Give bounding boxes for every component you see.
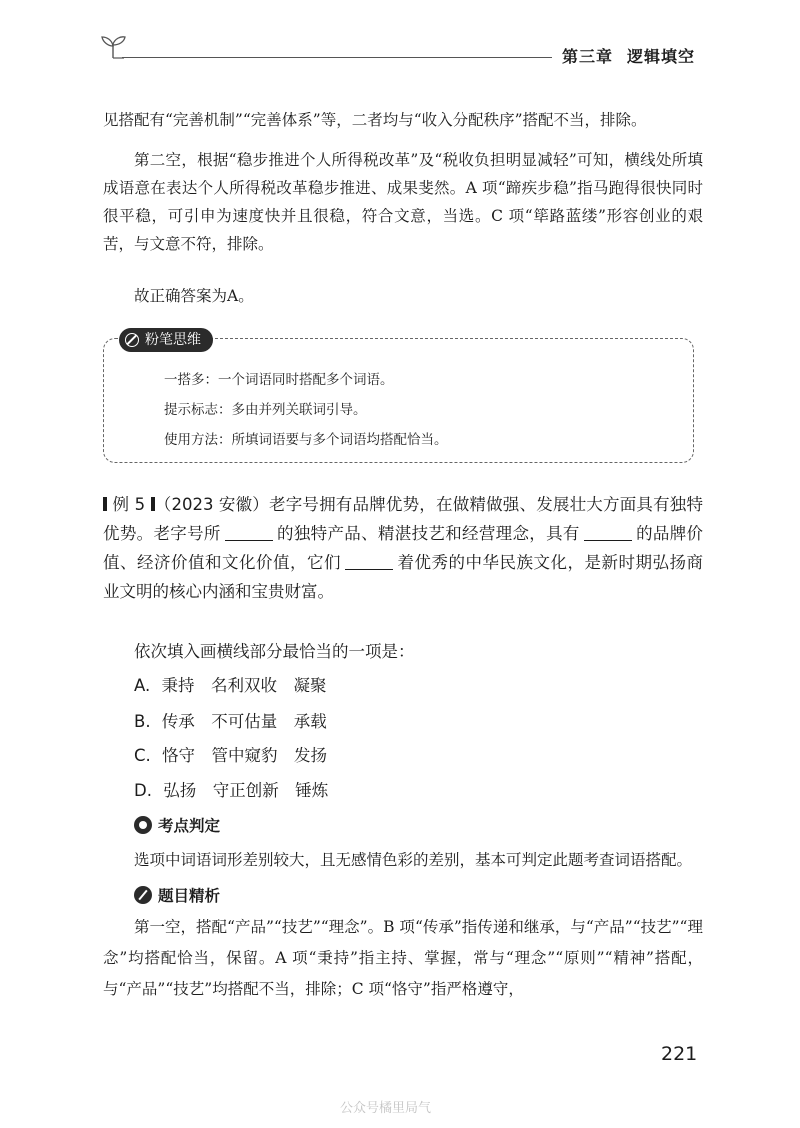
pen-icon (134, 886, 152, 904)
point-heading (134, 814, 220, 836)
blank-3 (345, 555, 393, 570)
chalk-note-3: 使用方法：所填词语要与多个词语均搭配恰当。 (164, 432, 448, 448)
watermark: 公众号橘里局气 (340, 1101, 432, 1116)
chapter-number: 第三章 (562, 47, 614, 66)
analysis-text: 第一空，搭配“产品”“技艺”“理念”。B 项“传承”指传递和继承，与“产品”“技艺”“理念”均搭配恰当，保留。A 项“秉持”指主持、掌握，常与“理念”“原则”“精神”搭配，与“产品”“技艺”均搭配不当，排除；C 项“恪守”指严格遵守， (103, 918, 703, 998)
blank-2 (584, 526, 632, 541)
example-sentence-4: 着优秀的中华民族文化，是新时期弘扬商业文明的核心内涵和宝贵财富。 (103, 553, 703, 601)
point-text: 选项中词语词形差别较大，且无感情色彩的差别，基本可判定此题考查词语搭配。 (134, 851, 693, 869)
option-a: A. 秉持 名利双收 凝聚 (134, 676, 327, 695)
point-title: 考点判定 (158, 817, 221, 835)
example-number: 例 5 (112, 495, 146, 514)
analysis-continuation: 见搭配有“完善机制”“完善体系”等，二者均与“收入分配秩序”搭配不当，排除。 (103, 111, 647, 129)
chalk-thinking-label: 粉笔思维 (145, 332, 201, 348)
example-source: （2023 安徽） (154, 495, 269, 514)
chalk-note-2: 提示标志：多由并列关联词引导。 (164, 402, 367, 418)
option-c: C. 恪守 管中窥豹 发扬 (134, 746, 328, 765)
chalk-thinking-tag (119, 328, 213, 352)
analysis-title: 题目精析 (158, 887, 221, 905)
answer-line: 故正确答案为A。 (134, 287, 254, 305)
page-number: 221 (661, 1043, 698, 1065)
question-prompt: 依次填入画横线部分最恰当的一项是： (134, 642, 415, 661)
analysis-heading (134, 884, 220, 906)
analysis-paragraph-2: 第二空，根据“稳步推进个人所得税改革”及“税收负担明显减轻”可知，横线处所填成语意在表达个人所得税改革稳步推进、成果斐然。A 项“蹄疾步稳”指马跑得很快同时很平稳，可引申为速度快并且很稳，符合文意，当选。C 项“筚路蓝缕”形容创业的艰苦，与文意不符，排除。 (103, 151, 703, 253)
blank-1 (225, 526, 273, 541)
example-sentence-1: 老字号拥有品牌优势，在做精做强、发展壮大方面具有独特优势。老字号所 (103, 495, 704, 543)
option-d: D. 弘扬 守正创新 锤炼 (134, 781, 329, 800)
example-stem (103, 490, 703, 606)
lightbulb-icon (134, 816, 152, 834)
header-rule (122, 57, 552, 58)
example-sentence-3: 的品牌价值、经济价值和文化价值，它们 (103, 524, 704, 572)
example-marker-left (103, 497, 107, 511)
running-header (562, 44, 695, 67)
option-b: B. 传承 不可估量 承载 (134, 712, 327, 731)
chapter-title: 逻辑填空 (627, 47, 696, 66)
chalk-note-1: 一搭多：一个词语同时搭配多个词语。 (164, 372, 394, 388)
example-sentence-2: 的独特产品、精湛技艺和经营理念，具有 (276, 524, 580, 543)
no-sign-icon (125, 333, 139, 347)
